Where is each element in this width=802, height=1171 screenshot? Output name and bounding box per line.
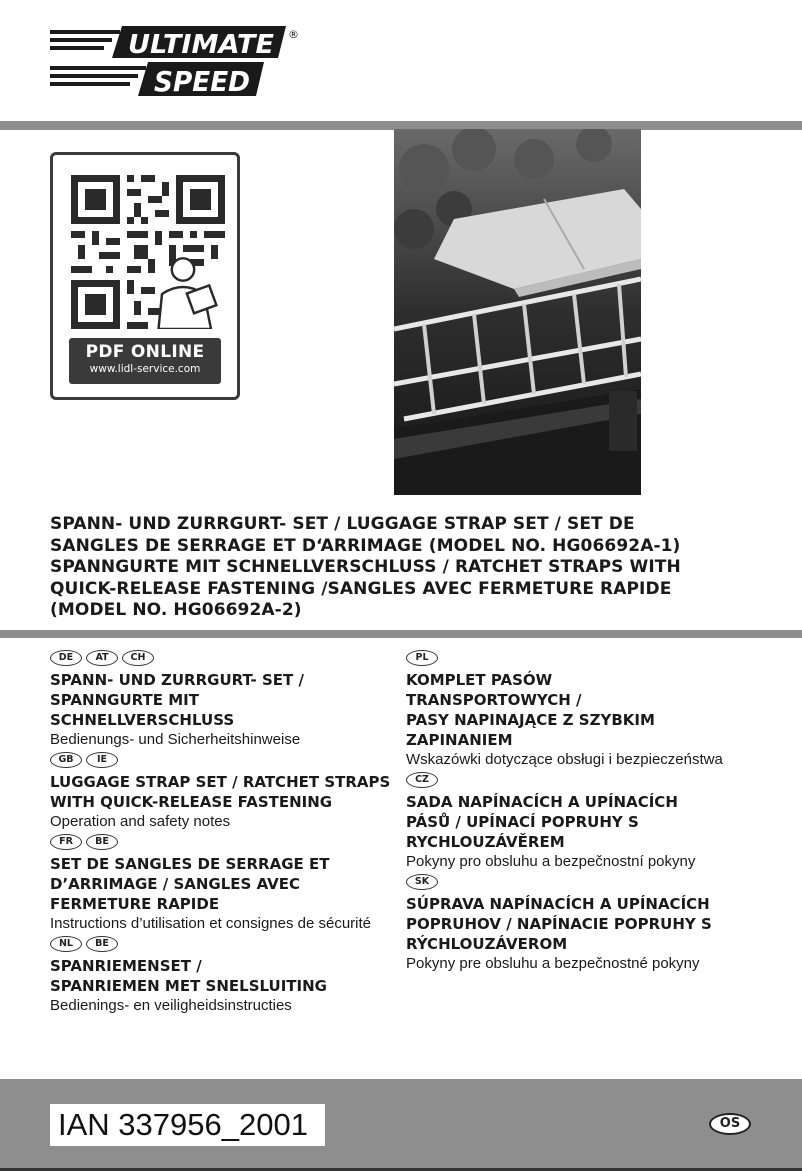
section-title-line: POPRUHOV / NAPÍNACIE POPRUHY S: [406, 915, 712, 933]
ultimate-speed-logo: [50, 22, 300, 102]
country-badge-gb: GB: [50, 752, 82, 768]
country-badge-be: BE: [86, 834, 118, 850]
section-title-line: KOMPLET PASÓW: [406, 671, 553, 689]
country-badge-ch: CH: [122, 650, 154, 666]
footer-band: [0, 1079, 802, 1171]
country-badge-ie: IE: [86, 752, 118, 768]
section-title-line: WITH QUICK-RELEASE FASTENING: [50, 793, 333, 811]
country-badges: [50, 650, 395, 668]
language-column-right: [406, 650, 756, 976]
pdf-online-card[interactable]: [50, 152, 240, 400]
section-nl: [50, 936, 395, 1015]
section-title-line: LUGGAGE STRAP SET / RATCHET STRAPS: [50, 773, 391, 791]
section-subtitle: Bedienungs- und Sicherheitshinweise: [50, 731, 301, 748]
section-title-line: ZAPINANIEM: [406, 731, 513, 749]
section-subtitle: Pokyny pre obsluhu a bezpečnostné pokyny: [406, 955, 700, 972]
section-subtitle: Operation and safety notes: [50, 813, 231, 830]
section-title-line: SPANNGURTE MIT: [50, 691, 199, 709]
section-title-line: SET DE SANGLES DE SERRAGE ET: [50, 855, 330, 873]
section-subtitle: Instructions d’utilisation et consignes de sécurité: [50, 915, 372, 932]
country-badges: [50, 936, 395, 954]
section-title-line: RÝCHLOUZÁVEROM: [406, 935, 568, 953]
country-badges: [406, 772, 756, 790]
title-line: QUICK-RELEASE FASTENING /SANGLES AVEC FERMETURE RAPIDE: [50, 578, 672, 599]
language-column-left: [50, 650, 395, 1018]
section-title-line: SCHNELLVERSCHLUSS: [50, 711, 235, 729]
section-title-line: PÁSŮ / UPÍNACÍ POPRUHY S: [406, 813, 639, 831]
country-badge-cz: CZ: [406, 772, 438, 788]
section-subtitle: Wskazówki dotyczące obsługi i bezpieczeństwa: [406, 751, 723, 768]
title-line: SPANN- UND ZURRGURT- SET / LUGGAGE STRAP SET / SET DE: [50, 514, 635, 534]
section-sk: [406, 874, 756, 973]
country-badges: [50, 752, 395, 770]
country-badge-sk: SK: [406, 874, 438, 890]
country-badge-nl: NL: [50, 936, 82, 952]
country-badge-be: BE: [86, 936, 118, 952]
country-badge-fr: FR: [50, 834, 82, 850]
country-badge-de: DE: [50, 650, 82, 666]
section-title-line: SPANN- UND ZURRGURT- SET /: [50, 671, 304, 689]
section-title-line: PASY NAPINAJĄCE Z SZYBKIM: [406, 711, 655, 729]
section-title-line: SADA NAPÍNACÍCH A UPÍNACÍCH: [406, 793, 678, 811]
section-title-line: SPANRIEMEN MET SNELSLUITING: [50, 977, 327, 995]
section-pl: [406, 650, 756, 769]
section-title-line: SPANRIEMENSET /: [50, 957, 202, 975]
country-badge-pl: PL: [406, 650, 438, 666]
section-cz: [406, 772, 756, 871]
document-title: [50, 514, 770, 622]
ian-number: IAN 337956_2001: [58, 1107, 308, 1142]
qr-code-icon: [71, 175, 225, 329]
section-gb: [50, 752, 395, 831]
section-de: [50, 650, 395, 749]
country-badges: [406, 650, 756, 668]
title-line: SPANNGURTE MIT SCHNELLVERSCHLUSS / RATCHET STRAPS WITH: [50, 557, 681, 577]
country-badge-at: AT: [86, 650, 118, 666]
section-title-line: RYCHLOUZÁVĚREM: [406, 833, 565, 851]
section-title-line: D’ARRIMAGE / SANGLES AVEC: [50, 875, 301, 893]
ian-box: [50, 1104, 325, 1146]
roof-rack-ladder-photo: [394, 129, 641, 495]
pdf-online-url: www.lidl-service.com: [89, 363, 201, 375]
pdf-online-banner[interactable]: [69, 338, 221, 384]
country-badges: [50, 834, 395, 852]
section-title-line: SÚPRAVA NAPÍNACÍCH A UPÍNACÍCH: [406, 895, 710, 913]
title-line: (MODEL NO. HG06692A-2): [50, 600, 302, 620]
logo-line2: SPEED: [154, 65, 250, 98]
pdf-online-title: PDF ONLINE: [85, 342, 205, 362]
registered-mark: ®: [288, 28, 299, 41]
country-badges: [406, 874, 756, 892]
section-subtitle: Bedienings- en veiligheidsinstructies: [50, 997, 292, 1014]
title-line: SANGLES DE SERRAGE ET D‘ARRIMAGE (MODEL NO. HG06692A-1): [50, 535, 681, 556]
section-title-line: FERMETURE RAPIDE: [50, 895, 220, 913]
region-badge-os: OS: [709, 1113, 751, 1135]
section-title-line: TRANSPORTOWYCH /: [406, 691, 582, 709]
section-subtitle: Pokyny pro obsluhu a bezpečnostní pokyny: [406, 853, 696, 870]
logo-line1: ULTIMATE: [128, 30, 275, 60]
middle-divider: [0, 630, 802, 638]
section-fr: [50, 834, 395, 933]
